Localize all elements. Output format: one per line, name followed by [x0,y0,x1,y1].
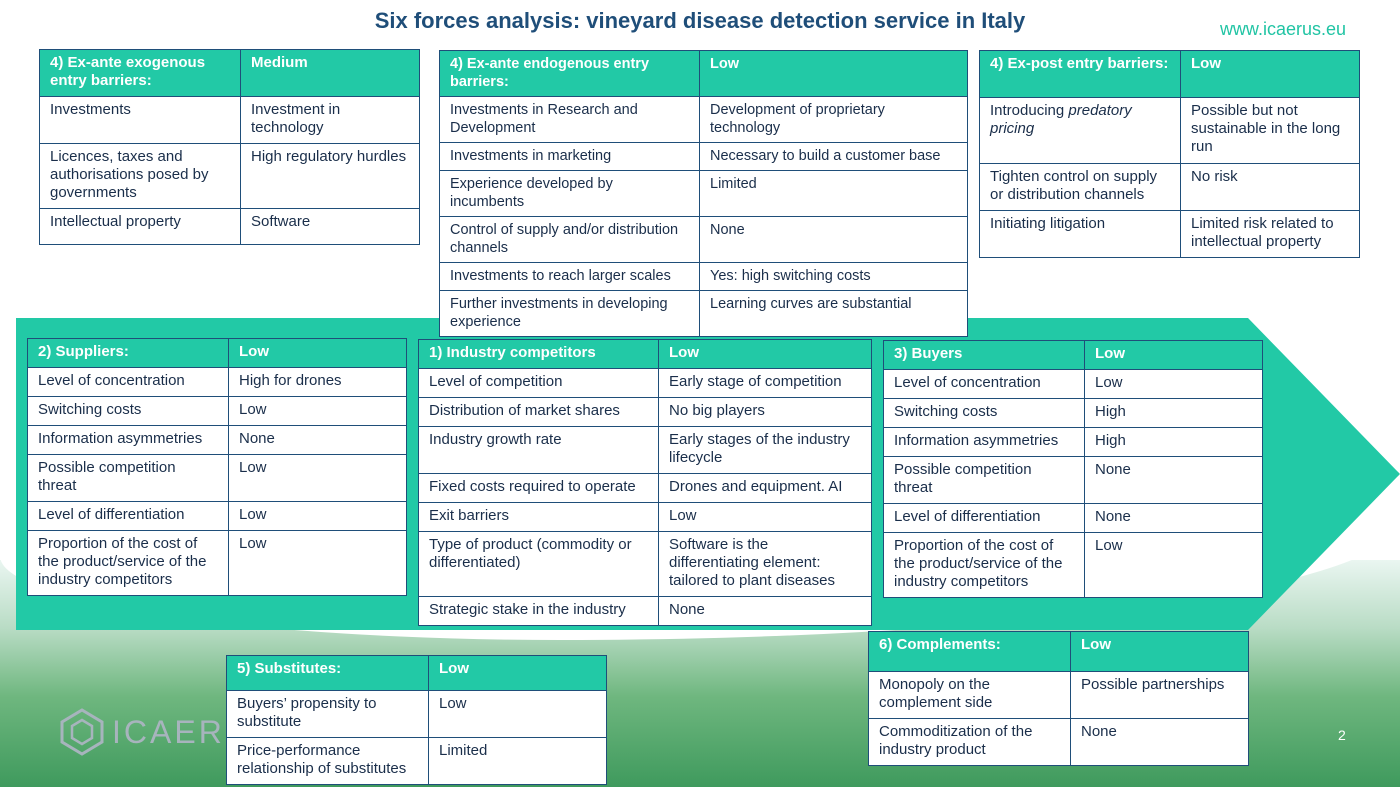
row-assessment: Limited [700,171,968,217]
row-factor: Monopoly on the complement side [869,672,1071,719]
row-assessment: Development of proprietary technology [700,97,968,143]
table-row [980,164,1360,211]
header-label: 2) Suppliers: [28,339,229,368]
row-assessment: Low [1085,533,1263,598]
table-row [980,98,1360,164]
row-assessment: Necessary to build a customer base [700,143,968,171]
row-factor: Strategic stake in the industry [419,597,659,626]
row-assessment: High [1085,428,1263,457]
row-assessment: High [1085,399,1263,428]
row-factor-text: Introducing [990,102,1069,119]
row-assessment: None [1071,719,1249,766]
logo-mark-icon [58,708,106,756]
table-row [440,291,968,337]
header-rating: Low [1181,51,1360,98]
row-assessment: Low [229,531,407,596]
row-factor: Tighten control on supply or distribution channels [980,164,1181,211]
row-factor: Proportion of the cost of the product/service of the industry competitors [884,533,1085,598]
table-suppliers [27,338,407,596]
header-label: 6) Complements: [869,632,1071,672]
table-header [28,339,407,368]
row-assessment: Low [229,502,407,531]
table-header [227,656,607,691]
header-label: 4) Ex-ante endogenous entry barriers: [440,51,700,97]
row-factor: Switching costs [884,399,1085,428]
header-rating: Low [659,340,872,369]
row-factor: Intellectual property [40,209,241,245]
row-factor: Buyers’ propensity to substitute [227,691,429,738]
row-assessment: Possible but not sustainable in the long run [1181,98,1360,164]
table-row [28,426,407,455]
table-row [440,143,968,171]
table-row [40,144,420,209]
row-factor: Level of competition [419,369,659,398]
icaerus-logo [58,708,225,756]
row-factor: Level of concentration [28,368,229,397]
row-assessment: Investment in technology [241,97,420,144]
table-row [419,532,872,597]
table-row [884,428,1263,457]
table-substitutes [226,655,607,785]
row-assessment: Software [241,209,420,245]
row-factor-emphasis: predatory pricing [990,102,1132,137]
table-row [440,171,968,217]
row-factor: Distribution of market shares [419,398,659,427]
row-factor: Level of differentiation [28,502,229,531]
row-assessment: Low [1085,370,1263,399]
table-row [419,427,872,474]
website-link[interactable]: www.icaerus.eu [1219,19,1346,39]
table-header [884,341,1263,370]
row-factor: Industry growth rate [419,427,659,474]
table-row [884,370,1263,399]
row-assessment: Low [229,455,407,502]
table-industry-competitors [418,339,872,626]
header-rating: Low [429,656,607,691]
table-header [980,51,1360,98]
row-factor: Experience developed by incumbents [440,171,700,217]
table-row [419,503,872,532]
row-assessment: High for drones [229,368,407,397]
row-assessment: Low [659,503,872,532]
row-factor: Control of supply and/or distribution channels [440,217,700,263]
row-factor: Licences, taxes and authorisations posed by governments [40,144,241,209]
table-row [869,672,1249,719]
row-assessment: No risk [1181,164,1360,211]
row-assessment: Limited [429,738,607,785]
table-row [419,398,872,427]
table-row [28,531,407,596]
row-assessment: Yes: high switching costs [700,263,968,291]
row-factor: Level of differentiation [884,504,1085,533]
row-factor: Investments in Research and Development [440,97,700,143]
row-factor: Information asymmetries [28,426,229,455]
table-row [884,399,1263,428]
row-assessment: None [659,597,872,626]
table-row [440,263,968,291]
row-assessment: Low [229,397,407,426]
table-row [28,502,407,531]
table-header [440,51,968,97]
table-row [884,533,1263,598]
row-assessment: High regulatory hurdles [241,144,420,209]
row-assessment: No big players [659,398,872,427]
row-assessment: Limited risk related to intellectual property [1181,211,1360,258]
row-factor: Investments in marketing [440,143,700,171]
table-row [40,209,420,245]
row-factor: Type of product (commodity or differentiated) [419,532,659,597]
table-row [227,738,607,785]
table-row [440,97,968,143]
row-assessment: None [229,426,407,455]
table-row [884,457,1263,504]
table-exante-endogenous [439,50,968,337]
slide-title: Six forces analysis: vineyard disease detection service in Italy [374,8,1026,33]
row-factor: Proportion of the cost of the product/service of the industry competitors [28,531,229,596]
row-assessment: None [700,217,968,263]
row-assessment: Early stages of the industry lifecycle [659,427,872,474]
header-label: 3) Buyers [884,341,1085,370]
header-label: 4) Ex-post entry barriers: [980,51,1181,98]
table-row [980,211,1360,258]
row-factor: Switching costs [28,397,229,426]
header-label: 1) Industry competitors [419,340,659,369]
header-rating: Low [1085,341,1263,370]
header-rating: Low [1071,632,1249,672]
row-factor [980,98,1181,164]
table-row [440,217,968,263]
header-rating: Low [700,51,968,97]
row-factor: Investments to reach larger scales [440,263,700,291]
row-factor: Commoditization of the industry product [869,719,1071,766]
table-complements [868,631,1249,766]
table-buyers [883,340,1263,598]
row-factor: Initiating litigation [980,211,1181,258]
header-rating: Low [229,339,407,368]
row-assessment: None [1085,504,1263,533]
table-header [869,632,1249,672]
row-assessment: Early stage of competition [659,369,872,398]
slide-number: 2 [1338,727,1346,743]
table-row [419,474,872,503]
header-rating: Medium [241,50,420,97]
row-factor: Exit barriers [419,503,659,532]
table-expost-entry-barriers [979,50,1360,258]
row-factor: Possible competition threat [28,455,229,502]
table-row [28,397,407,426]
row-assessment: Low [429,691,607,738]
table-row [227,691,607,738]
table-header [40,50,420,97]
table-row [28,455,407,502]
row-assessment: Learning curves are substantial [700,291,968,337]
header-label: 5) Substitutes: [227,656,429,691]
table-row [28,368,407,397]
table-row [40,97,420,144]
row-factor: Possible competition threat [884,457,1085,504]
row-factor: Information asymmetries [884,428,1085,457]
row-factor: Investments [40,97,241,144]
row-factor: Price-performance relationship of substitutes [227,738,429,785]
row-factor: Fixed costs required to operate [419,474,659,503]
row-assessment: None [1085,457,1263,504]
table-exante-exogenous [39,49,420,245]
table-header [419,340,872,369]
row-factor: Further investments in developing experience [440,291,700,337]
table-row [419,369,872,398]
row-assessment: Drones and equipment. AI [659,474,872,503]
row-assessment: Software is the differentiating element: tailored to plant diseases [659,532,872,597]
table-row [419,597,872,626]
logo-text: ICAER [112,713,225,750]
table-row [884,504,1263,533]
table-row [869,719,1249,766]
header-label: 4) Ex-ante exogenous entry barriers: [40,50,241,97]
row-assessment: Possible partnerships [1071,672,1249,719]
row-factor: Level of concentration [884,370,1085,399]
